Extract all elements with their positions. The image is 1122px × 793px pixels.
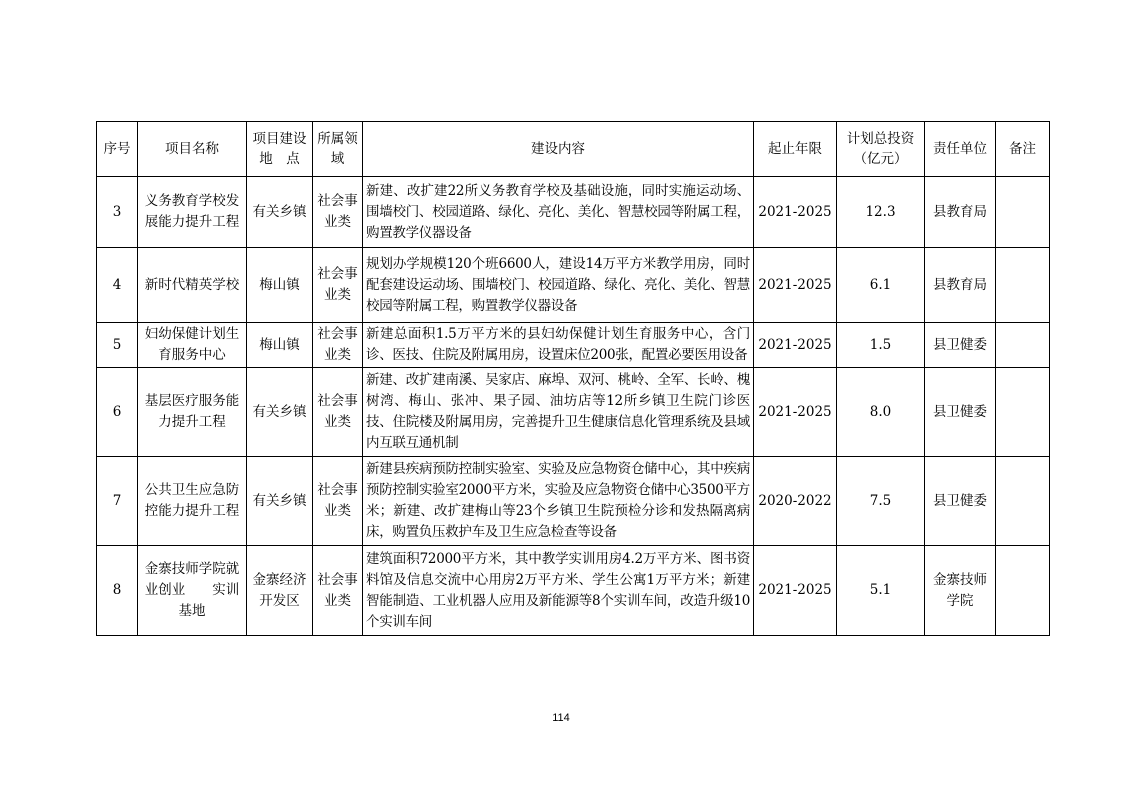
header-content: 建设内容 bbox=[363, 122, 754, 177]
cell-unit: 县卫健委 bbox=[925, 323, 996, 368]
cell-investment: 6.1 bbox=[837, 248, 925, 323]
table-row bbox=[97, 457, 1050, 546]
cell-period: 2021-2025 bbox=[754, 546, 837, 636]
cell-content: 新建总面积1.5万平方米的县妇幼保健计划生育服务中心，含门诊、医技、住院及附属用房，设置床位200张，配置必要医用设备 bbox=[363, 323, 754, 368]
cell-unit: 县教育局 bbox=[925, 177, 996, 248]
cell-name: 新时代精英学校 bbox=[138, 248, 247, 323]
cell-investment: 1.5 bbox=[837, 323, 925, 368]
page-number: 114 bbox=[552, 712, 570, 724]
table-header-row bbox=[97, 122, 1050, 177]
table-row bbox=[97, 248, 1050, 323]
cell-name: 公共卫生应急防控能力提升工程 bbox=[138, 457, 247, 546]
header-name: 项目名称 bbox=[138, 122, 247, 177]
cell-period: 2021-2025 bbox=[754, 248, 837, 323]
cell-seq: 6 bbox=[97, 368, 138, 457]
cell-content: 新建县疾病预防控制实验室、实验及应急物资仓储中心，其中疾病预防控制实验室2000平方米，实验及应急物资仓储中心3500平方米；新建、改扩建梅山等23个乡镇卫生院预检分诊和发热隔离病床，购置负压救护车及卫生应急检查等设备 bbox=[363, 457, 754, 546]
cell-seq: 3 bbox=[97, 177, 138, 248]
cell-location: 有关乡镇 bbox=[247, 177, 313, 248]
cell-location: 梅山镇 bbox=[247, 323, 313, 368]
cell-period: 2020-2022 bbox=[754, 457, 837, 546]
cell-remark bbox=[996, 323, 1050, 368]
cell-field: 社会事业类 bbox=[313, 546, 363, 636]
cell-field: 社会事业类 bbox=[313, 248, 363, 323]
cell-content: 新建、改扩建南溪、吴家店、麻埠、双河、桃岭、全军、长岭、槐树湾、梅山、张冲、果子园、油坊店等12所乡镇卫生院门诊医技、住院楼及附属用房，完善提升卫生健康信息化管理系统及县域内互联互通机制 bbox=[363, 368, 754, 457]
table-row bbox=[97, 368, 1050, 457]
cell-field: 社会事业类 bbox=[313, 323, 363, 368]
cell-unit: 县卫健委 bbox=[925, 368, 996, 457]
cell-period: 2021-2025 bbox=[754, 323, 837, 368]
cell-name: 义务教育学校发展能力提升工程 bbox=[138, 177, 247, 248]
cell-unit: 县教育局 bbox=[925, 248, 996, 323]
cell-remark bbox=[996, 457, 1050, 546]
cell-remark bbox=[996, 546, 1050, 636]
cell-name: 金寨技师学院就业创业 实训基地 bbox=[138, 546, 247, 636]
header-seq: 序号 bbox=[97, 122, 138, 177]
table-row bbox=[97, 323, 1050, 368]
cell-unit: 金寨技师学院 bbox=[925, 546, 996, 636]
cell-seq: 7 bbox=[97, 457, 138, 546]
cell-investment: 7.5 bbox=[837, 457, 925, 546]
cell-field: 社会事业类 bbox=[313, 177, 363, 248]
cell-name: 妇幼保健计划生育服务中心 bbox=[138, 323, 247, 368]
cell-seq: 4 bbox=[97, 248, 138, 323]
cell-content: 新建、改扩建22所义务教育学校及基础设施，同时实施运动场、围墙校门、校园道路、绿化、亮化、美化、智慧校园等附属工程，购置教学仪器设备 bbox=[363, 177, 754, 248]
header-remark: 备注 bbox=[996, 122, 1050, 177]
cell-period: 2021-2025 bbox=[754, 177, 837, 248]
header-period: 起止年限 bbox=[754, 122, 837, 177]
header-investment: 计划总投资（亿元） bbox=[837, 122, 925, 177]
cell-period: 2021-2025 bbox=[754, 368, 837, 457]
cell-remark bbox=[996, 177, 1050, 248]
cell-remark bbox=[996, 248, 1050, 323]
header-location: 项目建设地 点 bbox=[247, 122, 313, 177]
projects-table bbox=[96, 121, 1050, 636]
cell-field: 社会事业类 bbox=[313, 368, 363, 457]
table-row bbox=[97, 546, 1050, 636]
cell-location: 有关乡镇 bbox=[247, 457, 313, 546]
cell-unit: 县卫健委 bbox=[925, 457, 996, 546]
cell-investment: 5.1 bbox=[837, 546, 925, 636]
cell-content: 规划办学规模120个班6600人，建设14万平方米教学用房，同时配套建设运动场、围墙校门、校园道路、绿化、亮化、美化、智慧校园等附属工程，购置教学仪器设备 bbox=[363, 248, 754, 323]
cell-name: 基层医疗服务能力提升工程 bbox=[138, 368, 247, 457]
cell-investment: 8.0 bbox=[837, 368, 925, 457]
cell-seq: 5 bbox=[97, 323, 138, 368]
table-row bbox=[97, 177, 1050, 248]
header-field: 所属领域 bbox=[313, 122, 363, 177]
cell-seq: 8 bbox=[97, 546, 138, 636]
cell-field: 社会事业类 bbox=[313, 457, 363, 546]
cell-content: 建筑面积72000平方米，其中教学实训用房4.2万平方米、图书资料馆及信息交流中心用房2万平方米、学生公寓1万平方米；新建智能制造、工业机器人应用及新能源等8个实训车间，改造升级10个实训车间 bbox=[363, 546, 754, 636]
cell-remark bbox=[996, 368, 1050, 457]
cell-investment: 12.3 bbox=[837, 177, 925, 248]
cell-location: 金寨经济开发区 bbox=[247, 546, 313, 636]
header-unit: 责任单位 bbox=[925, 122, 996, 177]
cell-location: 梅山镇 bbox=[247, 248, 313, 323]
cell-location: 有关乡镇 bbox=[247, 368, 313, 457]
